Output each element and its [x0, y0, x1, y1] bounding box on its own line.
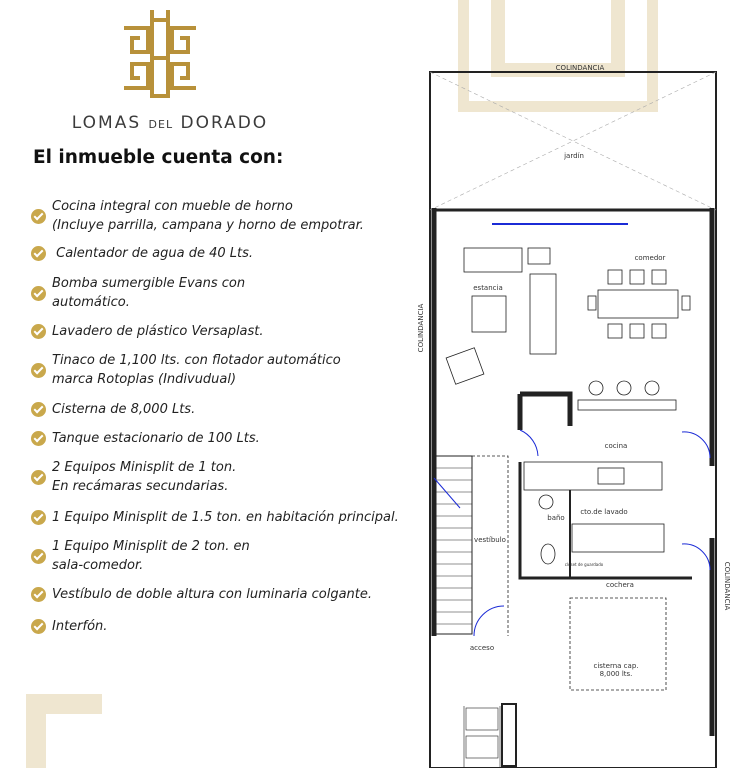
cto-lavado-label: cto.de lavado: [580, 508, 628, 516]
floor-plan: [412, 58, 732, 768]
jardin-label: jardín: [564, 152, 584, 160]
check-circle-icon: [31, 402, 46, 417]
check-circle-icon: [31, 510, 46, 525]
check-circle-icon: [31, 363, 46, 378]
closet-label: closet de guardado: [564, 562, 604, 567]
feature-item: Tinaco de 1,100 lts. con flotador automático marca Rotoplas (Indivudual): [31, 351, 341, 389]
feature-item: Vestíbulo de doble altura con luminaria colgante.: [31, 585, 372, 604]
cisterna-capacity-label: 8,000 lts.: [599, 670, 633, 678]
check-circle-icon: [31, 209, 46, 224]
check-circle-icon: [31, 246, 46, 261]
check-circle-icon: [31, 324, 46, 339]
check-circle-icon: [31, 470, 46, 485]
brand-name: LOMAS DEL DORADO: [71, 113, 269, 133]
decorative-frame-bottom-left: [26, 694, 106, 768]
colindancia-top-label: COLINDANCIA: [555, 64, 605, 72]
estancia-label: estancia: [473, 284, 503, 292]
vestibulo-label: vestíbulo: [474, 536, 506, 544]
greek-key-logo-icon: [118, 8, 202, 100]
feature-item: Lavadero de plástico Versaplast.: [31, 322, 264, 341]
check-circle-icon: [31, 587, 46, 602]
colindancia-right-label: COLINDANCIA: [723, 561, 731, 611]
comedor-label: comedor: [634, 254, 666, 262]
acceso-label: acceso: [469, 644, 495, 652]
bano-label: baño: [547, 514, 565, 522]
check-circle-icon: [31, 286, 46, 301]
colindancia-left-label: COLINDANCIA: [417, 303, 425, 353]
feature-item: 1 Equipo Minisplit de 2 ton. en sala-comedor.: [31, 537, 250, 575]
page-heading: El inmueble cuenta con:: [33, 147, 284, 168]
feature-item: Calentador de agua de 40 Lts.: [31, 244, 253, 263]
feature-item: 2 Equipos Minisplit de 1 ton. En recámaras secundarias.: [31, 458, 236, 496]
feature-item: Cocina integral con mueble de horno (Incluye parrilla, campana y horno de empotrar.: [31, 197, 364, 235]
feature-item: Tanque estacionario de 100 Lts.: [31, 429, 260, 448]
cochera-label: cochera: [606, 581, 634, 589]
cisterna-label: cisterna cap.: [593, 662, 639, 670]
check-circle-icon: [31, 619, 46, 634]
check-circle-icon: [31, 549, 46, 564]
feature-item: Bomba sumergible Evans con automático.: [31, 274, 245, 312]
feature-item: 1 Equipo Minisplit de 1.5 ton. en habitación principal.: [31, 508, 399, 527]
feature-item: Interfón.: [31, 617, 107, 636]
cocina-label: cocina: [604, 442, 628, 450]
check-circle-icon: [31, 431, 46, 446]
feature-item: Cisterna de 8,000 Lts.: [31, 400, 195, 419]
